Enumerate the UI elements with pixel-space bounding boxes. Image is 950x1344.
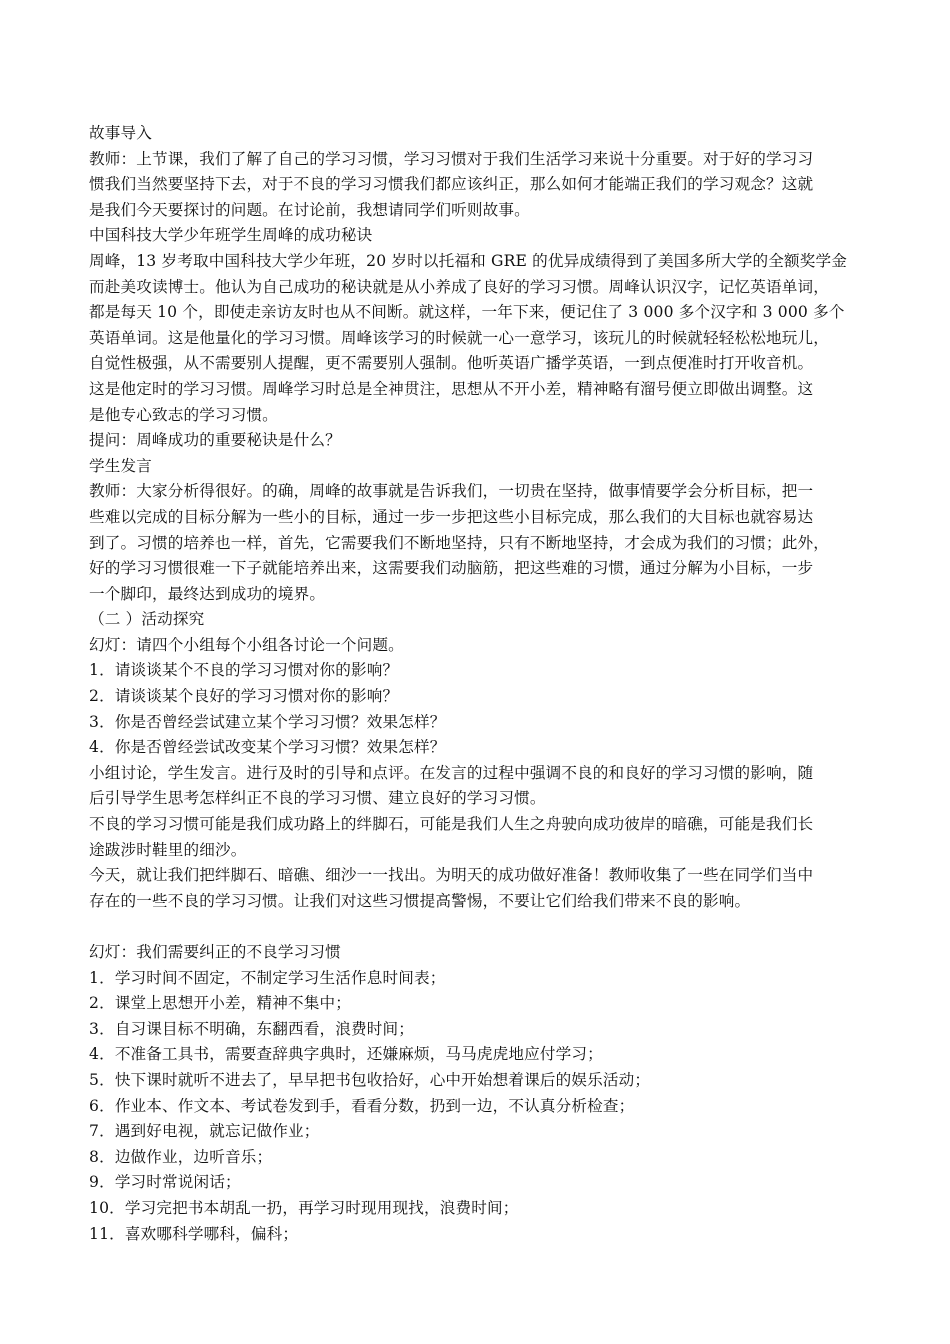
paragraph-line: 教师：上节课，我们了解了自己的学习习惯，学习习惯对于我们生活学习来说十分重要。对于好的学习习 — [89, 149, 814, 168]
paragraph-line: 教师：大家分析得很好。的确，周峰的故事就是告诉我们，一切贵在坚持，做事情要学会分析目标，把一 — [89, 482, 814, 501]
paragraph-line: 到了。习惯的培养也一样，首先，它需要我们不断地坚持，只有不断地坚持，才会成为我们的习惯；此外， — [89, 533, 829, 552]
list-item: 9．学习时常说闲话； — [89, 1173, 241, 1192]
slide-title: 幻灯：我们需要纠正的不良学习习惯 — [89, 943, 341, 961]
section-heading: 故事导入 — [89, 124, 152, 142]
document-page — [89, 121, 875, 1247]
paragraph-line: 途跋涉时鞋里的细沙。 — [89, 840, 247, 859]
paragraph-line: 今天，就让我们把绊脚石、暗礁、细沙一一找出。为明天的成功做好准备！教师收集了一些在同学们当中 — [89, 866, 814, 885]
list-item: 2．请谈谈某个良好的学习习惯对你的影响？ — [89, 687, 399, 706]
list-item: 1．学习时间不固定，不制定学习生活作息时间表； — [89, 968, 446, 987]
student-speech-line: 学生发言 — [89, 456, 152, 475]
slide-intro: 幻灯：请四个小组每个小组各讨论一个问题。 — [89, 635, 404, 654]
list-item: 2．课堂上思想开小差，精神不集中； — [89, 994, 351, 1013]
paragraph-line: 不良的学习习惯可能是我们成功路上的绊脚石，可能是我们人生之舟驶向成功彼岸的暗礁，可能是我们长 — [89, 815, 814, 834]
paragraph-line: 周峰，13 岁考取中国科技大学少年班，20 岁时以托福和 GRE 的优异成绩得到了美国多所大学的全额奖学金 — [89, 251, 847, 270]
list-item: 3．你是否曾经尝试建立某个学习习惯？效果怎样？ — [89, 712, 446, 731]
section-heading: （二 ）活动探究 — [89, 610, 205, 629]
paragraph-line: 自觉性极强，从不需要别人提醒，更不需要别人强制。他听英语广播学英语，一到点便准时打开收音机。 — [89, 354, 814, 373]
paragraph-line: 是他专心致志的学习习惯。 — [89, 405, 278, 424]
list-item: 7．遇到好电视，就忘记做作业； — [89, 1122, 320, 1141]
list-item: 5．快下课时就听不进去了，早早把书包收拾好，心中开始想着课后的娱乐活动； — [89, 1070, 651, 1089]
list-item: 3．自习课目标不明确，东翻西看，浪费时间； — [89, 1019, 414, 1038]
paragraph-line: 这是他定时的学习习惯。周峰学习时总是全神贯注，思想从不开小差，精神略有溜号便立即做出调整。这 — [89, 379, 814, 398]
paragraph-line: 是我们今天要探讨的问题。在讨论前，我想请同学们听则故事。 — [89, 200, 530, 219]
list-item: 1．请谈谈某个不良的学习习惯对你的影响？ — [89, 661, 399, 680]
paragraph-line: 惯我们当然要坚持下去，对于不良的学习习惯我们都应该纠正，那么如何才能端正我们的学习观念？这就 — [89, 175, 814, 194]
story-title: 中国科技大学少年班学生周峰的成功秘诀 — [89, 226, 373, 245]
list-item: 8．边做作业，边听音乐； — [89, 1147, 273, 1166]
list-item: 4．不准备工具书，需要查辞典字典时，还嫌麻烦，马马虎虎地应付学习； — [89, 1045, 603, 1064]
paragraph-line: 而赴美攻读博士。他认为自己成功的秘诀就是从小养成了良好的学习习惯。周峰认识汉字，记忆英语单词， — [89, 277, 829, 296]
paragraph-line: 英语单词。这是他量化的学习习惯。周峰该学习的时候就一心一意学习，该玩儿的时候就轻轻松松地玩儿， — [89, 328, 829, 347]
paragraph-line: 存在的一些不良的学习习惯。让我们对这些习惯提高警惕，不要让它们给我们带来不良的影响。 — [89, 891, 751, 910]
list-item: 6．作业本、作文本、考试卷发到手，看看分数，扔到一边，不认真分析检查； — [89, 1096, 635, 1115]
question-line: 提问：周峰成功的重要秘诀是什么？ — [89, 431, 341, 450]
paragraph-line: 后引导学生思考怎样纠正不良的学习习惯、建立良好的学习习惯。 — [89, 789, 546, 808]
paragraph-line: 都是每天 10 个，即使走亲访友时也从不间断。就这样，一年下来，便记住了 3 000 多个汉字和 3 000 多个 — [89, 303, 845, 322]
paragraph-line: 一个脚印，最终达到成功的境界。 — [89, 584, 326, 603]
list-item: 10．学习完把书本胡乱一扔，再学习时现用现找，浪费时间； — [89, 1198, 519, 1217]
list-item: 4．你是否曾经尝试改变某个学习习惯？效果怎样？ — [89, 738, 446, 757]
paragraph-line: 好的学习习惯很难一下子就能培养出来，这需要我们动脑筋，把这些难的习惯，通过分解为小目标，一步 — [89, 559, 814, 578]
paragraph-line: 小组讨论，学生发言。进行及时的引导和点评。在发言的过程中强调不良的和良好的学习习惯的影响，随 — [89, 763, 814, 782]
list-item: 11．喜欢哪科学哪科，偏科； — [89, 1224, 299, 1243]
paragraph-line: 些难以完成的目标分解为一些小的目标，通过一步一步把这些小目标完成，那么我们的大目标也就容易达 — [89, 507, 814, 526]
blank-line — [89, 914, 875, 940]
